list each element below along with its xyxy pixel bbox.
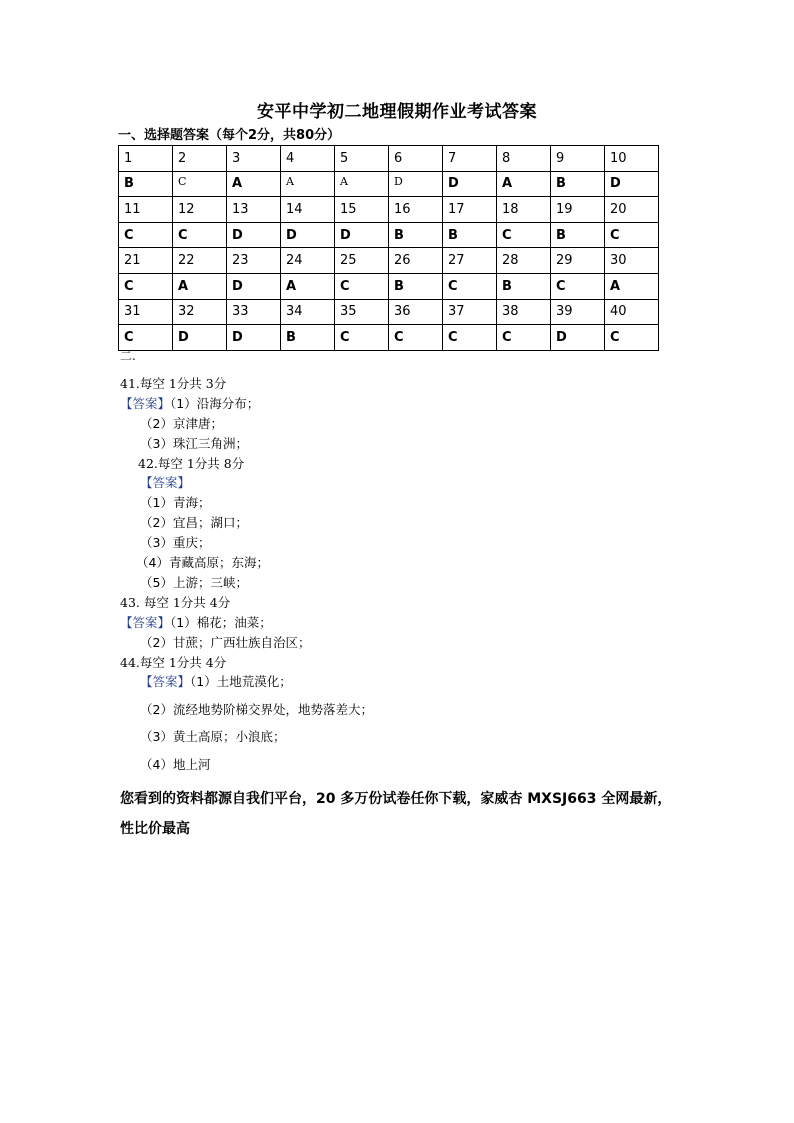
q44-answer-line: [140, 672, 292, 690]
question-number-cell: 9: [551, 146, 605, 172]
answer-cell: D: [389, 171, 443, 197]
q42-header: 42.每空 1分共 8分: [138, 456, 245, 471]
question-number-cell: 39: [551, 299, 605, 325]
q44-item-4: （4）地上河: [140, 757, 211, 772]
answer-cell: C: [443, 273, 497, 299]
question-number-cell: 17: [443, 197, 497, 223]
question-number-cell: 34: [281, 299, 335, 325]
section2-heading: 二.: [120, 349, 136, 363]
question-number-cell: 10: [605, 146, 659, 172]
question-number-cell: 5: [335, 146, 389, 172]
question-number-row: [119, 299, 659, 325]
answer-row: [119, 273, 659, 299]
answer-cell: D: [335, 222, 389, 248]
question-number-cell: 18: [497, 197, 551, 223]
q41-item-3: （3）珠江三角洲；: [140, 436, 248, 451]
question-number-cell: 1: [119, 146, 173, 172]
answer-cell: C: [119, 222, 173, 248]
q42-item-2: （2）宜昌；湖口；: [140, 515, 248, 530]
question-number-cell: 27: [443, 248, 497, 274]
answer-cell: D: [227, 325, 281, 351]
q44-item-2: （2）流经地势阶梯交界处，地势落差大；: [140, 702, 373, 717]
question-number-cell: 40: [605, 299, 659, 325]
answer-cell: A: [227, 171, 281, 197]
answer-cell: A: [497, 171, 551, 197]
question-number-cell: 23: [227, 248, 281, 274]
question-number-cell: 22: [173, 248, 227, 274]
answer-cell: C: [119, 325, 173, 351]
question-number-cell: 12: [173, 197, 227, 223]
question-number-cell: 36: [389, 299, 443, 325]
answer-tag: 【答案】: [140, 674, 191, 689]
question-number-cell: 29: [551, 248, 605, 274]
answer-table: [118, 145, 659, 351]
answer-cell: A: [281, 171, 335, 197]
answer-tag: 【答案】: [120, 396, 171, 411]
answer-cell: C: [335, 273, 389, 299]
question-number-row: [119, 248, 659, 274]
question-number-row: [119, 146, 659, 172]
answer-cell: A: [605, 273, 659, 299]
q42-item-4: （4）青藏高原；东海；: [136, 555, 269, 570]
q44-header: 44.每空 1分共 4分: [120, 655, 227, 670]
answer-cell: C: [173, 222, 227, 248]
answer-cell: C: [605, 222, 659, 248]
answer-cell: C: [173, 171, 227, 197]
answer-cell: A: [335, 171, 389, 197]
question-number-cell: 8: [497, 146, 551, 172]
answer-cell: D: [281, 222, 335, 248]
question-number-cell: 37: [443, 299, 497, 325]
question-number-cell: 28: [497, 248, 551, 274]
answer-cell: A: [281, 273, 335, 299]
q42-item-3: （3）重庆；: [140, 535, 211, 550]
question-number-cell: 19: [551, 197, 605, 223]
question-number-cell: 35: [335, 299, 389, 325]
answer-cell: B: [551, 222, 605, 248]
answer-row: [119, 325, 659, 351]
question-number-cell: 7: [443, 146, 497, 172]
answer-cell: B: [551, 171, 605, 197]
promo-footer: 您看到的资料都源自我们平台，20 多万份试卷任你下载，家威杏 MXSJ663 全网最新，性比价最高: [120, 791, 672, 837]
answer-cell: B: [443, 222, 497, 248]
answer-cell: D: [605, 171, 659, 197]
answer-cell: D: [173, 325, 227, 351]
answer-cell: B: [389, 222, 443, 248]
answer-cell: A: [173, 273, 227, 299]
q41-item-1: （1）沿海分布；: [170, 396, 260, 411]
question-number-cell: 33: [227, 299, 281, 325]
answer-cell: C: [497, 222, 551, 248]
q43-item-2: （2）甘蔗；广西壮族自治区；: [140, 635, 311, 650]
answer-cell: B: [389, 273, 443, 299]
q41-item-2: （2）京津唐；: [140, 416, 223, 431]
answer-tag: 【答案】: [140, 475, 191, 490]
answer-cell: D: [443, 171, 497, 197]
q44-item-1: （1）土地荒漠化；: [190, 674, 292, 689]
question-number-cell: 13: [227, 197, 281, 223]
section1-heading: 一、选择题答案（每个2分，共80分）: [118, 128, 341, 143]
page-title: 安平中学初二地理假期作业考试答案: [257, 102, 537, 122]
q43-item-1: （1）棉花；油菜；: [170, 615, 272, 630]
question-number-cell: 16: [389, 197, 443, 223]
answer-cell: D: [227, 273, 281, 299]
question-number-cell: 30: [605, 248, 659, 274]
question-number-cell: 20: [605, 197, 659, 223]
question-number-cell: 24: [281, 248, 335, 274]
question-number-cell: 25: [335, 248, 389, 274]
question-number-cell: 38: [497, 299, 551, 325]
answer-cell: B: [497, 273, 551, 299]
question-number-cell: 31: [119, 299, 173, 325]
answer-cell: C: [551, 273, 605, 299]
q43-header: 43. 每空 1分共 4分: [120, 595, 231, 610]
question-number-cell: 4: [281, 146, 335, 172]
q44-item-3: （3）黄土高原；小浪底；: [140, 729, 286, 744]
question-number-cell: 14: [281, 197, 335, 223]
q42-item-1: （1）青海；: [140, 495, 211, 510]
question-number-cell: 32: [173, 299, 227, 325]
answer-cell: D: [227, 222, 281, 248]
answer-cell: D: [551, 325, 605, 351]
question-number-row: [119, 197, 659, 223]
question-number-cell: 3: [227, 146, 281, 172]
answer-cell: B: [281, 325, 335, 351]
answer-cell: C: [335, 325, 389, 351]
question-number-cell: 15: [335, 197, 389, 223]
answer-cell: C: [119, 273, 173, 299]
question-number-cell: 11: [119, 197, 173, 223]
q42-item-5: （5）上游；三峡；: [140, 575, 248, 590]
answer-row: [119, 222, 659, 248]
q41-answer-line: [120, 394, 259, 412]
q43-answer-line: [120, 613, 272, 631]
answer-cell: C: [389, 325, 443, 351]
question-number-cell: 21: [119, 248, 173, 274]
answer-cell: C: [497, 325, 551, 351]
question-number-cell: 6: [389, 146, 443, 172]
question-number-cell: 26: [389, 248, 443, 274]
answer-cell: C: [605, 325, 659, 351]
answer-cell: C: [443, 325, 497, 351]
q41-header: 41.每空 1分共 3分: [120, 376, 227, 391]
answer-row: [119, 171, 659, 197]
question-number-cell: 2: [173, 146, 227, 172]
answer-tag: 【答案】: [120, 615, 171, 630]
answer-cell: B: [119, 171, 173, 197]
